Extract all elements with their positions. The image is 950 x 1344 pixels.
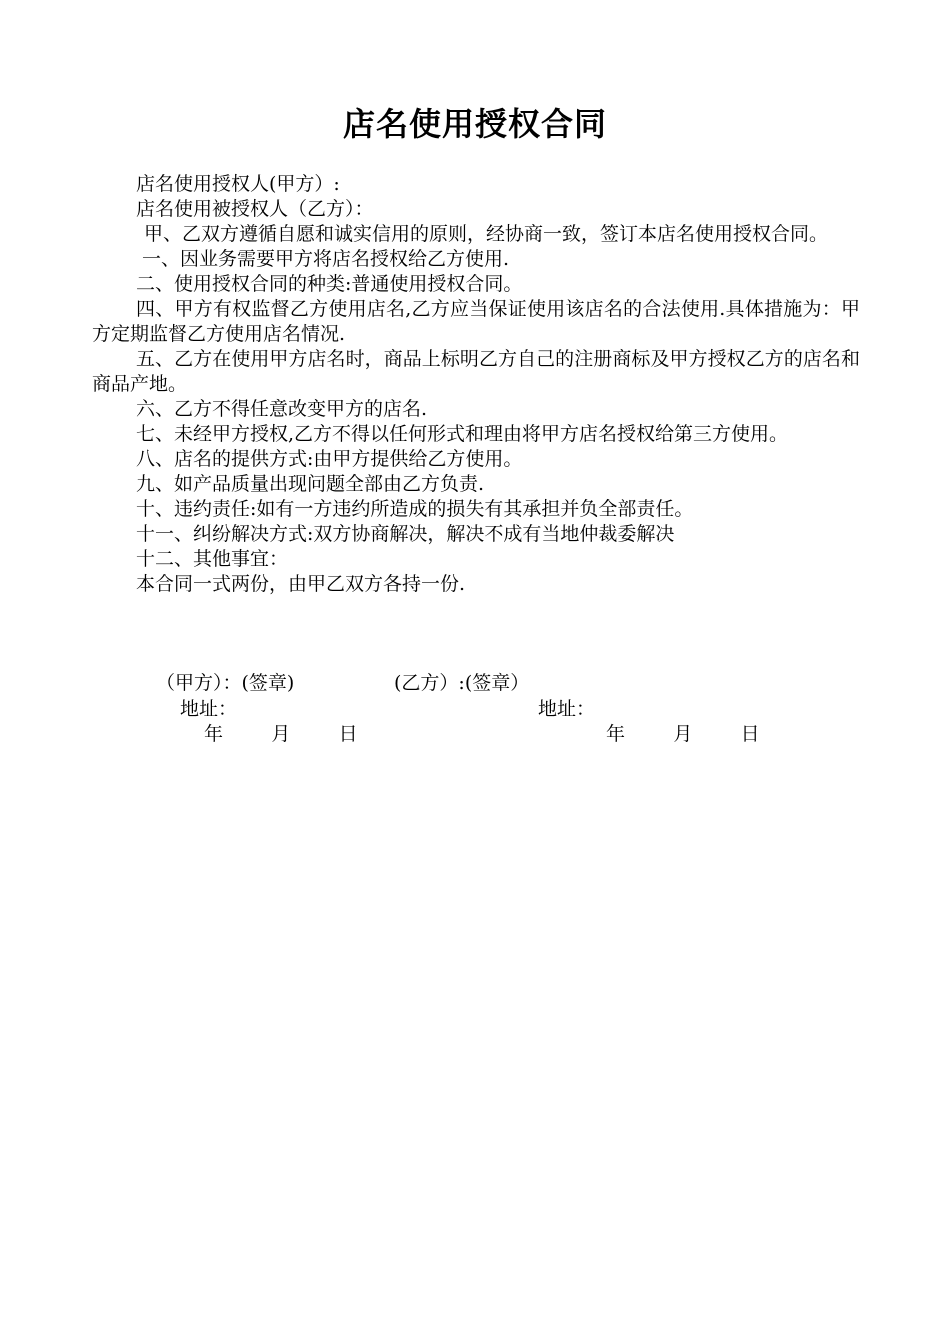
party-a-date: 年 月 日 — [204, 723, 358, 745]
party-a-address: 地址： — [180, 698, 238, 720]
clause-licensee: 店名使用被授权人（乙方）： — [136, 198, 374, 220]
clause-10: 十、违约责任:如有一方违约所造成的损失有其承担并负全部责任。 — [136, 498, 694, 520]
clause-copies: 本合同一式两份，由甲乙双方各持一份. — [136, 573, 466, 595]
document-title: 店名使用授权合同 — [342, 105, 607, 143]
clause-11: 十一、纠纷解决方式:双方协商解决，解决不成有当地仲裁委解决 — [136, 523, 675, 545]
clause-1: 一、因业务需要甲方将店名授权给乙方使用. — [142, 248, 510, 270]
contract-body — [92, 172, 860, 597]
clause-6: 六、乙方不得任意改变甲方的店名. — [136, 398, 428, 420]
clause-5: 五、乙方在使用甲方店名时，商品上标明乙方自己的注册商标及甲方授权乙方的店名和商品产地。 — [92, 348, 860, 395]
party-a-signature: （甲方）：(签章) — [156, 672, 295, 694]
clause-8: 八、店名的提供方式:由甲方提供给乙方使用。 — [136, 448, 523, 470]
clause-4: 四、甲方有权监督乙方使用店名,乙方应当保证使用该店名的合法使用.具体措施为：甲方定期监督乙方使用店名情况. — [92, 298, 860, 345]
clause-intro: 甲、乙双方遵循自愿和诚实信用的原则，经协商一致，签订本店名使用授权合同。 — [144, 223, 829, 245]
clause-12: 十二、其他事宜： — [136, 548, 289, 570]
clause-9: 九、如产品质量出现问题全部由乙方负责. — [136, 473, 485, 495]
clause-licensor: 店名使用授权人(甲方）: — [136, 173, 340, 195]
party-b-signature: (乙方）:(签章） — [394, 672, 530, 694]
party-b-date: 年 月 日 — [606, 723, 760, 745]
clause-2: 二、使用授权合同的种类:普通使用授权合同。 — [136, 273, 523, 295]
clause-7: 七、未经甲方授权,乙方不得以任何形式和理由将甲方店名授权给第三方使用。 — [136, 423, 789, 445]
party-b-address: 地址： — [538, 698, 596, 720]
